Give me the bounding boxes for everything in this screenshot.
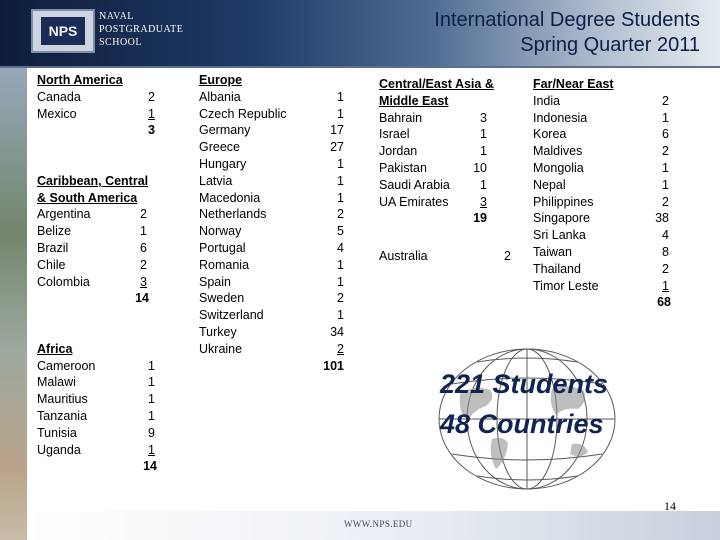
region-total-central-east-asia: 19 — [473, 211, 487, 226]
country-name: Sweden — [199, 291, 245, 306]
column-far-near-east — [533, 76, 673, 311]
header-banner — [0, 0, 720, 66]
country-row — [533, 110, 673, 127]
country-count: 8 — [662, 244, 669, 259]
country-name: Belize — [37, 224, 72, 239]
country-name: Latvia — [199, 173, 233, 188]
region-heading-north-america: North America — [37, 73, 123, 87]
country-row-australia — [379, 248, 514, 265]
country-row — [379, 160, 514, 177]
country-name: Spain — [199, 274, 231, 289]
school-line: NAVAL — [99, 11, 134, 22]
country-name: Israel — [379, 127, 410, 142]
country-row — [37, 240, 162, 257]
country-name: Taiwan — [533, 244, 572, 259]
total-row — [37, 458, 162, 475]
country-name: UA Emirates — [379, 194, 449, 209]
country-row — [199, 307, 349, 324]
country-row — [199, 257, 349, 274]
country-name: Timor Leste — [533, 278, 599, 293]
country-name: Singapore — [533, 211, 590, 226]
region-total-far-near-east: 68 — [657, 295, 671, 310]
country-row — [37, 274, 162, 291]
country-name: Pakistan — [379, 160, 427, 175]
country-name: Indonesia — [533, 110, 588, 125]
country-count: 1 — [480, 127, 487, 142]
country-name: Macedonia — [199, 190, 261, 205]
country-count: 1 — [337, 190, 344, 205]
school-line: POSTGRADUATE — [99, 24, 184, 35]
country-count: 1 — [148, 392, 155, 407]
region-heading-middle-east: Middle East — [379, 93, 449, 108]
total-row — [379, 210, 514, 227]
country-name: Bahrain — [379, 110, 423, 125]
country-name: India — [533, 93, 561, 108]
country-name: Jordan — [379, 144, 418, 159]
country-count: 2 — [337, 341, 344, 356]
country-count: 1 — [662, 278, 669, 293]
country-row — [37, 358, 162, 375]
country-count: 2 — [662, 261, 669, 276]
enrollment-summary — [440, 364, 660, 444]
country-row — [37, 442, 162, 459]
country-row — [379, 126, 514, 143]
country-row — [199, 173, 349, 190]
country-count: 1 — [337, 308, 344, 323]
nps-logo — [31, 9, 95, 53]
country-name: Argentina — [37, 207, 91, 222]
country-count: 1 — [337, 274, 344, 289]
country-row — [37, 223, 162, 240]
country-count: 1 — [662, 110, 669, 125]
country-row — [379, 143, 514, 160]
country-row — [533, 194, 673, 211]
country-name: Norway — [199, 224, 242, 239]
country-count: 2 — [662, 144, 669, 159]
country-count: 9 — [148, 425, 155, 440]
region-heading-caribbean: Caribbean, Central — [37, 173, 149, 188]
country-row — [199, 190, 349, 207]
country-name: Czech Republic — [199, 106, 287, 121]
country-count-summary: 48 Countries — [440, 409, 604, 439]
country-name: Sri Lanka — [533, 228, 586, 243]
country-row — [199, 290, 349, 307]
country-row — [199, 139, 349, 156]
country-name: Cameroon — [37, 358, 96, 373]
country-name: Netherlands — [199, 207, 267, 222]
country-count: 17 — [330, 123, 344, 138]
country-row — [37, 206, 162, 223]
region-heading-far-near-east: Far/Near East — [533, 77, 614, 91]
country-row — [199, 89, 349, 106]
country-name: Turkey — [199, 324, 237, 339]
title-line-1: International Degree Students — [434, 9, 700, 31]
country-count: 1 — [337, 173, 344, 188]
country-count: 1 — [480, 177, 487, 192]
country-name: Thailand — [533, 261, 581, 276]
country-row — [37, 106, 162, 123]
region-heading-caribbean-2: & South America — [37, 190, 138, 205]
country-row — [37, 425, 162, 442]
country-count: 1 — [337, 257, 344, 272]
country-row — [533, 177, 673, 194]
page-number: 14 — [664, 499, 676, 513]
country-name: Brazil — [37, 240, 69, 255]
total-row — [37, 122, 162, 139]
logo-text: NPS — [41, 17, 85, 45]
total-row — [533, 294, 673, 311]
country-name: Mexico — [37, 106, 77, 121]
school-line: SCHOOL — [99, 37, 143, 48]
column-central-east-asia — [379, 76, 514, 265]
country-name: Mauritius — [37, 392, 88, 407]
country-row — [37, 89, 162, 106]
country-count: 1 — [337, 89, 344, 104]
region-total-europe: 101 — [323, 358, 344, 373]
country-row — [37, 374, 162, 391]
country-count: 38 — [655, 211, 669, 226]
country-name: Australia — [379, 248, 428, 263]
country-count: 1 — [148, 375, 155, 390]
country-row — [533, 261, 673, 278]
country-count: 4 — [662, 228, 669, 243]
country-count: 2 — [662, 194, 669, 209]
country-name: Mongolia — [533, 160, 584, 175]
country-name: Portugal — [199, 240, 246, 255]
country-name: Switzerland — [199, 308, 264, 323]
country-row — [533, 93, 673, 110]
country-count: 1 — [662, 177, 669, 192]
country-row — [199, 223, 349, 240]
country-row — [199, 156, 349, 173]
country-row — [37, 408, 162, 425]
country-count: 3 — [140, 274, 147, 289]
country-count: 2 — [504, 248, 511, 263]
school-name — [99, 10, 189, 49]
country-row — [199, 240, 349, 257]
country-name: Chile — [37, 257, 66, 272]
country-count: 1 — [148, 106, 155, 121]
region-total-africa: 14 — [143, 459, 157, 474]
country-row — [199, 324, 349, 341]
country-row — [533, 210, 673, 227]
country-name: Malawi — [37, 375, 76, 390]
country-row — [199, 206, 349, 223]
country-count: 34 — [330, 324, 344, 339]
country-row — [199, 274, 349, 291]
country-row — [533, 160, 673, 177]
slide-title — [434, 8, 700, 58]
country-row — [533, 244, 673, 261]
country-name: Romania — [199, 257, 250, 272]
country-count: 1 — [337, 106, 344, 121]
country-row — [533, 126, 673, 143]
column-americas-africa — [37, 72, 162, 475]
country-row — [199, 122, 349, 139]
region-heading-europe: Europe — [199, 73, 243, 87]
student-count: 221 Students — [440, 369, 609, 399]
title-line-2: Spring Quarter 2011 — [520, 34, 700, 56]
country-count: 1 — [140, 224, 147, 239]
total-row — [199, 358, 349, 375]
country-count: 10 — [473, 160, 487, 175]
region-heading-africa: Africa — [37, 341, 73, 356]
country-name: Colombia — [37, 274, 90, 289]
country-count: 27 — [330, 140, 344, 155]
country-count: 2 — [140, 207, 147, 222]
country-name: Nepal — [533, 177, 566, 192]
country-name: Greece — [199, 140, 240, 155]
country-count: 6 — [140, 240, 147, 255]
column-europe — [199, 72, 349, 374]
country-row — [379, 177, 514, 194]
region-total-north-america: 3 — [148, 123, 155, 138]
country-count: 3 — [480, 110, 487, 125]
country-count: 2 — [662, 93, 669, 108]
country-count: 4 — [337, 240, 344, 255]
country-name: Korea — [533, 127, 567, 142]
country-row — [379, 194, 514, 211]
country-name: Philippines — [533, 194, 594, 209]
region-heading-central-east-asia: Central/East Asia & — [379, 77, 494, 91]
footer-url: WWW.NPS.EDU — [344, 519, 413, 529]
country-row — [37, 257, 162, 274]
country-name: Tanzania — [37, 408, 88, 423]
country-name: Tunisia — [37, 425, 77, 440]
country-count: 2 — [140, 257, 147, 272]
country-name: Maldives — [533, 144, 583, 159]
country-row — [379, 110, 514, 127]
country-count: 1 — [662, 160, 669, 175]
region-total-caribbean: 14 — [135, 291, 149, 306]
country-count: 6 — [662, 127, 669, 142]
country-name: Saudi Arabia — [379, 177, 450, 192]
country-name: Hungary — [199, 156, 247, 171]
country-count: 3 — [480, 194, 487, 209]
country-row — [533, 278, 673, 295]
country-row — [37, 391, 162, 408]
country-count: 1 — [148, 442, 155, 457]
country-name: Ukraine — [199, 341, 243, 356]
country-row — [533, 143, 673, 160]
country-count: 2 — [337, 207, 344, 222]
country-name: Albania — [199, 89, 241, 104]
country-name: Canada — [37, 89, 81, 104]
country-row — [533, 227, 673, 244]
country-count: 1 — [337, 156, 344, 171]
country-name: Germany — [199, 123, 251, 138]
country-row — [199, 341, 349, 358]
total-row — [37, 290, 162, 307]
country-count: 2 — [337, 291, 344, 306]
country-count: 2 — [148, 89, 155, 104]
country-count: 1 — [148, 358, 155, 373]
country-count: 5 — [337, 224, 344, 239]
country-count: 1 — [148, 408, 155, 423]
country-name: Uganda — [37, 442, 81, 457]
country-count: 1 — [480, 144, 487, 159]
campus-photo-strip — [0, 68, 27, 540]
header-divider — [0, 66, 720, 68]
country-row — [199, 106, 349, 123]
